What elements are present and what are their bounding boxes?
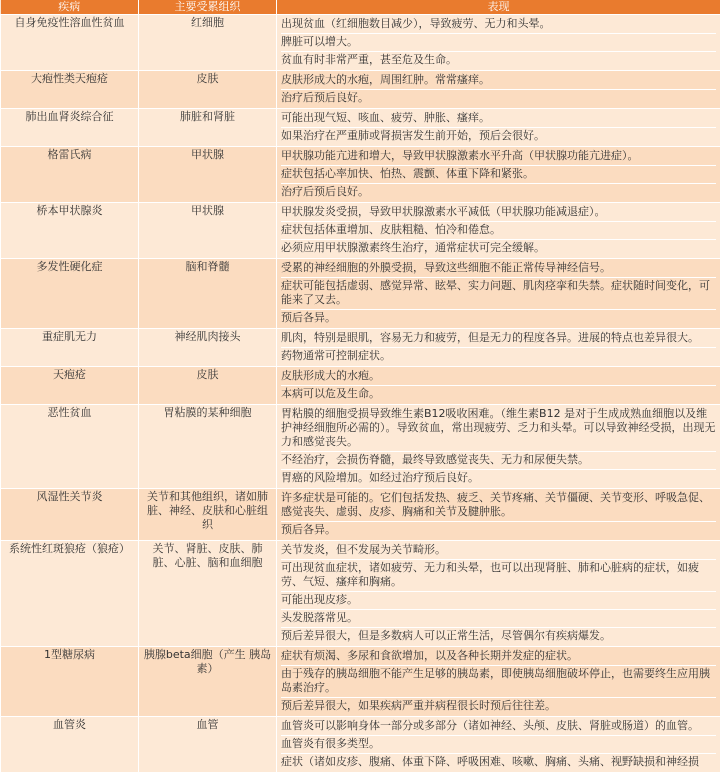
tissue-cell: 血管 [139, 717, 277, 773]
manifestation-line: 本病可以危及生命。 [281, 386, 716, 403]
disease-cell: 恶性贫血 [1, 405, 139, 489]
manifestation-line: 症状有烦渴、多尿和食欲增加，以及各种长期并发症的症状。 [281, 648, 716, 666]
header-row [1, 0, 720, 15]
manifestation-cell [277, 71, 720, 109]
manifestation-line: 皮肤形成大的水疱。 [281, 368, 716, 386]
manifestation-cell [277, 109, 720, 147]
manifestation-line: 不经治疗，会损伤脊髓，最终导致感觉丧失、无力和尿便失禁。 [281, 452, 716, 470]
tissue-cell: 脑和脊髓 [139, 259, 277, 329]
tissue-cell: 皮肤 [139, 367, 277, 405]
table-row [1, 259, 720, 329]
disease-cell: 肺出血肾炎综合征 [1, 109, 139, 147]
table-row [1, 541, 720, 647]
manifestation-cell [277, 647, 720, 717]
manifestation-cell [277, 259, 720, 329]
table-row [1, 367, 720, 405]
disease-cell: 天疱疮 [1, 367, 139, 405]
tissue-cell: 肺脏和肾脏 [139, 109, 277, 147]
tissue-cell: 甲状腺 [139, 203, 277, 259]
table-row [1, 489, 720, 541]
tissue-cell: 皮肤 [139, 71, 277, 109]
disease-cell: 格雷氏病 [1, 147, 139, 203]
tissue-cell: 胃粘膜的某种细胞 [139, 405, 277, 489]
table-row [1, 71, 720, 109]
tissue-cell: 神经肌肉接头 [139, 329, 277, 367]
manifestation-line: 预后差异很大，但是多数病人可以正常生活，尽管偶尔有疾病爆发。 [281, 628, 716, 645]
manifestation-cell [277, 367, 720, 405]
manifestation-line: 胃癌的风险增加。如经过治疗预后良好。 [281, 470, 716, 487]
manifestation-line: 如果治疗在严重肺或肾损害发生前开始，预后会很好。 [281, 128, 716, 145]
tissue-cell: 甲状腺 [139, 147, 277, 203]
tissue-cell: 胰腺beta细胞（产生 胰岛素） [139, 647, 277, 717]
table-row [1, 717, 720, 773]
manifestation-cell [277, 489, 720, 541]
manifestation-line: 必须应用甲状腺激素终生治疗，通常症状可完全缓解。 [281, 240, 716, 257]
manifestation-line: 预后各异。 [281, 522, 716, 539]
manifestation-line: 由于残存的胰岛细胞不能产生足够的胰岛素，即使胰岛细胞破坏停止，也需要终生应用胰岛素治疗。 [281, 666, 716, 698]
manifestation-line: 血管炎有很多类型。 [281, 736, 716, 754]
tissue-cell: 关节和其他组织，诸如肺脏、神经、皮肤和心脏组织 [139, 489, 277, 541]
manifestation-line: 可能出现气短、咳血、疲劳、肿胀、瘙痒。 [281, 110, 716, 128]
manifestation-line: 头发脱落常见。 [281, 610, 716, 628]
manifestation-line: 胃粘膜的细胞受损导致维生素B12吸收困难。（维生素B12 是对于生成成熟血细胞以及维护神经细胞所必需的）。导致贫血，常出现疲劳、乏力和头晕。可以导致神经受损，出现无力和感觉丧失。 [281, 406, 716, 452]
table-row [1, 647, 720, 717]
manifestation-line: 症状包括体重增加、皮肤粗糙、怕冷和倦怠。 [281, 222, 716, 240]
manifestation-line: 预后各异。 [281, 310, 716, 327]
disease-cell: 桥本甲状腺炎 [1, 203, 139, 259]
disease-cell: 风湿性关节炎 [1, 489, 139, 541]
disease-cell: 多发性硬化症 [1, 259, 139, 329]
tissue-cell: 红细胞 [139, 15, 277, 71]
header-disease: 疾病 [1, 0, 139, 15]
manifestation-line: 可能出现皮疹。 [281, 592, 716, 610]
manifestation-cell [277, 15, 720, 71]
table-row [1, 405, 720, 489]
table-body [1, 15, 720, 773]
header-tissue: 主要受累组织 [139, 0, 277, 15]
manifestation-line: 出现贫血（红细胞数目减少），导致疲劳、无力和头晕。 [281, 16, 716, 34]
manifestation-line: 肌肉，特别是眼肌，容易无力和疲劳，但是无力的程度各异。进展的特点也差异很大。 [281, 330, 716, 348]
manifestation-cell [277, 405, 720, 489]
header-manifest: 表现 [277, 0, 720, 15]
disease-cell: 自身免疫性溶血性贫血 [1, 15, 139, 71]
manifestation-cell [277, 147, 720, 203]
manifestation-line: 受累的神经细胞的外膜受损，导致这些细胞不能正常传导神经信号。 [281, 260, 716, 278]
manifestation-line: 脾脏可以增大。 [281, 34, 716, 52]
table-row [1, 329, 720, 367]
manifestation-line: 症状包括心率加快、怕热、震颤、体重下降和紧张。 [281, 166, 716, 184]
manifestation-line: 症状可能包括虚弱、感觉异常、眩晕、实力问题、肌肉痉挛和失禁。症状随时间变化，可能来了又去。 [281, 278, 716, 310]
disease-cell: 1型糖尿病 [1, 647, 139, 717]
manifestation-line: 预后差异很大，如果疾病严重并病程很长时预后往往差。 [281, 698, 716, 715]
manifestation-line: 可出现贫血症状，诸如疲劳、无力和头晕，也可以出现肾脏、肺和心脏病的症状，如疲劳、气短、瘙痒和胸痛。 [281, 560, 716, 592]
manifestation-cell [277, 541, 720, 647]
manifestation-cell [277, 717, 720, 773]
manifestation-line: 甲状腺发炎受损，导致甲状腺激素水平减低（甲状腺功能减退症）。 [281, 204, 716, 222]
tissue-cell: 关节、肾脏、皮肤、肺脏、心脏、脑和血细胞 [139, 541, 277, 647]
table-row [1, 147, 720, 203]
disease-cell: 血管炎 [1, 717, 139, 773]
manifestation-line: 症状（诸如皮疹、腹痛、体重下降、呼吸困难、咳嗽、胸痛、头痛、视野缺损和神经损 [281, 754, 716, 771]
manifestation-cell [277, 203, 720, 259]
manifestation-line: 贫血有时非常严重，甚至危及生命。 [281, 52, 716, 69]
disease-cell: 系统性红斑狼疮（狼疮） [1, 541, 139, 647]
manifestation-line: 关节发炎，但不发展为关节畸形。 [281, 542, 716, 560]
table-row [1, 203, 720, 259]
disease-cell: 大疱性类天疱疮 [1, 71, 139, 109]
manifestation-line: 皮肤形成大的水疱，周围红肿。常常瘙痒。 [281, 72, 716, 90]
manifestation-line: 药物通常可控制症状。 [281, 348, 716, 365]
table-row [1, 15, 720, 71]
table-row [1, 109, 720, 147]
disease-cell: 重症肌无力 [1, 329, 139, 367]
manifestation-line: 甲状腺功能亢进和增大，导致甲状腺激素水平升高（甲状腺功能亢进症）。 [281, 148, 716, 166]
manifestation-cell [277, 329, 720, 367]
manifestation-line: 血管炎可以影响身体一部分或多部分（诸如神经、头颅、皮肤、肾脏或肠道）的血管。 [281, 718, 716, 736]
manifestation-line: 许多症状是可能的。它们包括发热、疲乏、关节疼痛、关节僵硬、关节变形、呼吸急促、感觉丧失、虚弱、皮疹、胸痛和关节及腱肿胀。 [281, 490, 716, 522]
manifestation-line: 治疗后预后良好。 [281, 90, 716, 107]
manifestation-line: 治疗后预后良好。 [281, 184, 716, 201]
